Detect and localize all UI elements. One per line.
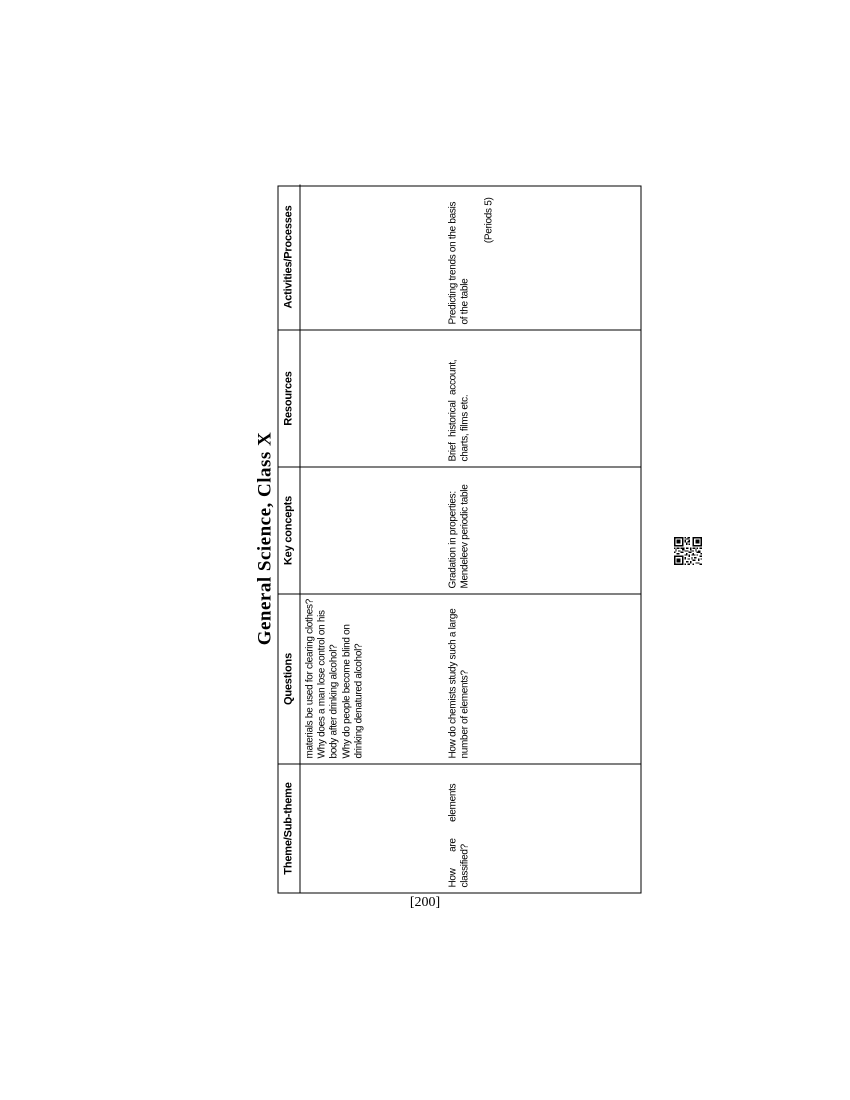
row2-theme-cell — [445, 763, 641, 892]
resource-line: charts, films etc. — [459, 394, 471, 461]
row2-resources-cell — [445, 329, 641, 466]
key-concept-line: Gradation in properties: — [447, 490, 459, 588]
row1-resources-cell — [301, 329, 445, 466]
page-title: General Science, Class X — [254, 431, 276, 645]
row2-questions-cell — [445, 593, 641, 763]
activity-periods: (Periods 5) — [483, 197, 495, 243]
curriculum-table — [278, 185, 642, 893]
page-number: [200] — [409, 895, 441, 910]
row1-questions-cell — [301, 593, 445, 763]
question-line: body after drinking alcohol? — [328, 644, 340, 758]
theme-line: classified? — [459, 843, 471, 887]
resource-line: Brief historical account, — [447, 359, 459, 461]
row1-key-concepts-cell — [301, 466, 445, 593]
row1-activities-cell — [301, 184, 445, 329]
row1-theme-cell — [301, 763, 445, 892]
rotated-page-content — [256, 183, 621, 893]
header-resources: Resources — [279, 329, 301, 466]
activity-line: Predicting trends on the basis — [447, 201, 459, 324]
row2-activities-cell — [445, 184, 641, 329]
question-line: Why do people become blind on — [341, 623, 353, 758]
key-concept-line: Mendeleev periodic table — [459, 484, 471, 588]
activity-line: of the table — [459, 278, 471, 324]
row2-key-concepts-cell — [445, 466, 641, 593]
question-line: Why does a man lose control on his — [316, 609, 328, 758]
header-key-concepts: Key concepts — [279, 466, 301, 593]
qr-code-icon — [674, 537, 702, 565]
theme-line: How are elements — [447, 783, 459, 887]
header-theme: Theme/Sub-theme — [279, 763, 301, 892]
question-line: drinking denatured alcohol? — [353, 643, 365, 758]
question-line: How do chemists study such a large — [447, 608, 459, 758]
question-line: number of elements? — [459, 669, 471, 758]
question-line: materials be used for clearing clothes? — [304, 598, 316, 758]
header-questions: Questions — [279, 593, 301, 763]
header-activities: Activities/Processes — [279, 184, 301, 329]
